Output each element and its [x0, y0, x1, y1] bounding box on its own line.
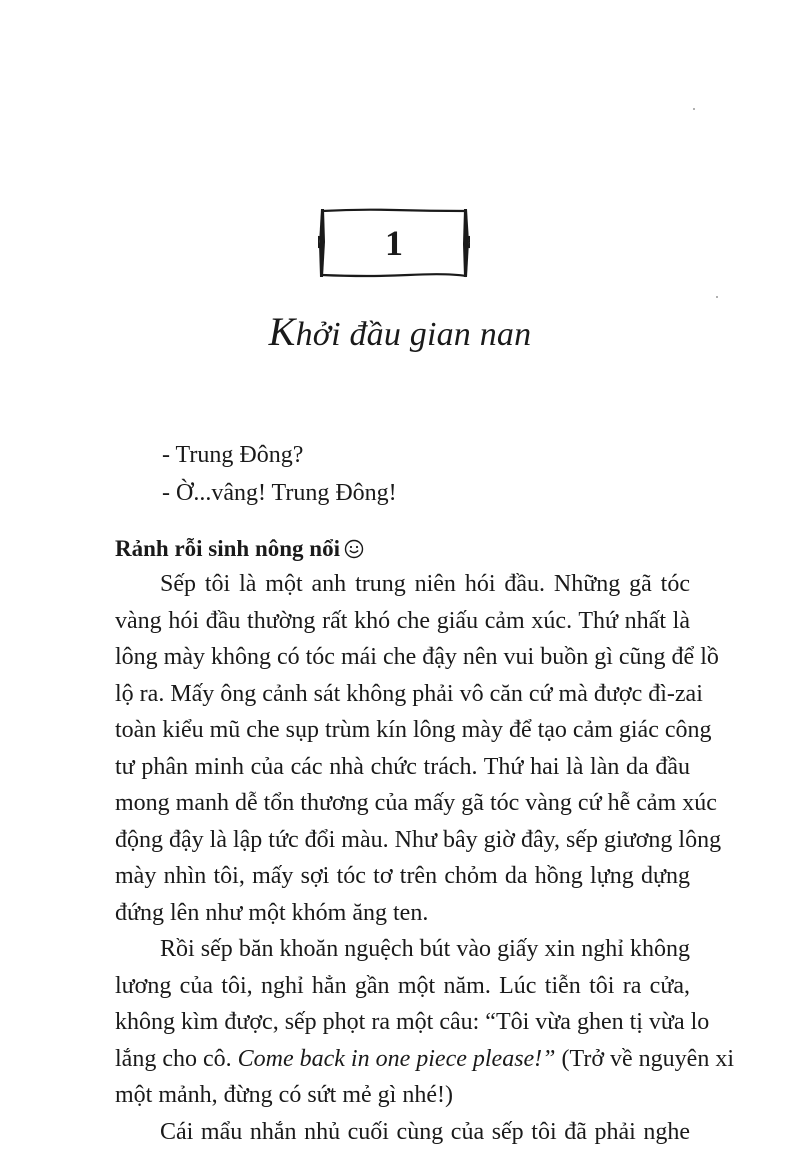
text-line: không kìm được, sếp phọt ra một câu: “Tôi vừa ghen tị vừa lo: [115, 1009, 710, 1035]
text-line: một mảnh, đừng có sứt mẻ gì nhé!): [115, 1082, 453, 1108]
text-segment: (Trở về nguyên xi: [555, 1045, 734, 1072]
text-segment: lắng cho cô.: [115, 1045, 238, 1072]
paragraph-1: [115, 566, 722, 931]
chapter-title: [0, 308, 800, 355]
dialogue-line: - Trung Đông?: [162, 442, 304, 468]
text-line: vàng hói đầu thường rất khó che giấu cảm xúc. Thứ nhất là: [115, 607, 690, 634]
chapter-title-initial: K: [268, 309, 296, 354]
text-line: mày nhìn tôi, mấy sợi tóc tơ trên chỏm da hồng lựng dựng: [115, 863, 690, 889]
chapter-number-frame: [318, 206, 470, 280]
body-text: [115, 566, 734, 1150]
text-line: Sếp tôi là một anh trung niên hói đầu. Những gã tóc: [160, 571, 690, 597]
opening-dialogue: [162, 436, 397, 512]
paragraph-3: [115, 1114, 690, 1151]
english-quote: Come back in one piece please!”: [237, 1045, 556, 1072]
paragraph-2: [115, 931, 734, 1114]
chapter-number: 1: [385, 223, 403, 263]
text-line: lộ ra. Mấy ông cảnh sát không phải vô căn cứ mà được đì-zai: [115, 680, 703, 707]
text-line: lương của tôi, nghỉ hẳn gần một năm. Lúc tiễn tôi ra cửa,: [115, 972, 690, 999]
text-line: [115, 1041, 734, 1078]
text-line: toàn kiểu mũ che sụp trùm kín lông mày để tạo cảm giác công: [115, 717, 712, 743]
dialogue-line: - Ờ...vâng! Trung Đông!: [162, 480, 397, 506]
paper-speck: [716, 296, 718, 298]
text-line: đứng lên như một khóm ăng ten.: [115, 899, 429, 926]
text-line: tư phân minh của các nhà chức trách. Thứ hai là làn da đầu: [115, 753, 690, 780]
section-heading: [115, 536, 364, 565]
text-line: mong manh dễ tổn thương của mấy gã tóc vàng cứ hễ cảm xúc: [115, 790, 717, 816]
smiley-face-icon: [344, 539, 364, 565]
section-heading-text: Rảnh rỗi sinh nông nổi: [115, 536, 340, 561]
paper-speck: [693, 108, 695, 110]
text-line: Rồi sếp băn khoăn nguệch bút vào giấy xin nghỉ không: [160, 936, 690, 962]
chapter-title-rest: hởi đầu gian nan: [295, 316, 532, 353]
text-line: động đậy là lập tức đổi màu. Như bây giờ đây, sếp giương lông: [115, 826, 722, 853]
text-line: Cái mẩu nhắn nhủ cuối cùng của sếp tôi đã phải nghe: [160, 1118, 690, 1145]
text-line: lông mày không có tóc mái che đậy nên vui buồn gì cũng để lồ: [115, 644, 719, 670]
